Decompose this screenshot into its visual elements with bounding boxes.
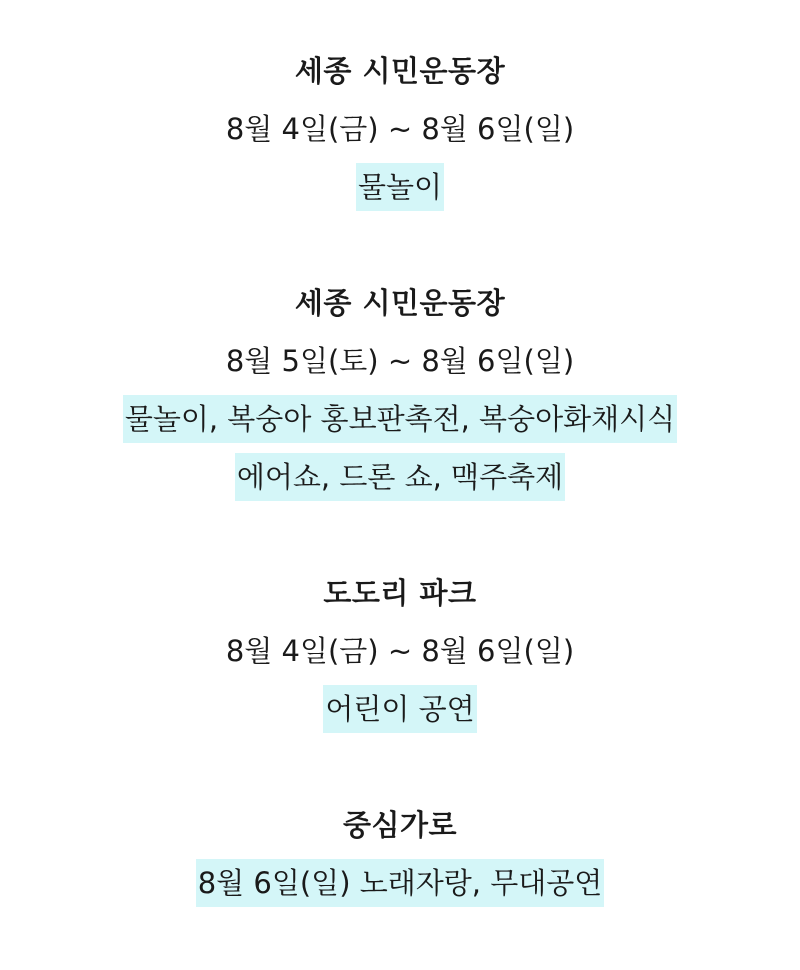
activity-highlight: 어린이 공연 (323, 685, 476, 733)
activity-highlight: 에어쇼, 드론 쇼, 맥주축제 (235, 453, 565, 501)
event-block-3 (0, 564, 800, 738)
activity-line (0, 158, 800, 216)
activity-highlight: 물놀이 (356, 163, 444, 211)
venue-title: 세종 시민운동장 (294, 286, 506, 320)
event-block-4 (0, 796, 800, 912)
event-date: 8월 4일(금) ~ 8월 6일(일) (225, 634, 575, 668)
activity-line (0, 680, 800, 738)
event-block-2 (0, 274, 800, 506)
venue-title: 도도리 파크 (323, 576, 477, 610)
event-block-1 (0, 42, 800, 216)
venue-title: 세종 시민운동장 (294, 54, 506, 88)
activity-line (0, 854, 800, 912)
activity-highlight: 8월 6일(일) 노래자랑, 무대공연 (196, 859, 605, 907)
activity-line (0, 448, 800, 506)
activity-line (0, 390, 800, 448)
activity-highlight: 물놀이, 복숭아 홍보판촉전, 복숭아화채시식 (123, 395, 677, 443)
event-date: 8월 5일(토) ~ 8월 6일(일) (225, 344, 575, 378)
event-date: 8월 4일(금) ~ 8월 6일(일) (225, 112, 575, 146)
venue-title: 중심가로 (342, 808, 458, 842)
